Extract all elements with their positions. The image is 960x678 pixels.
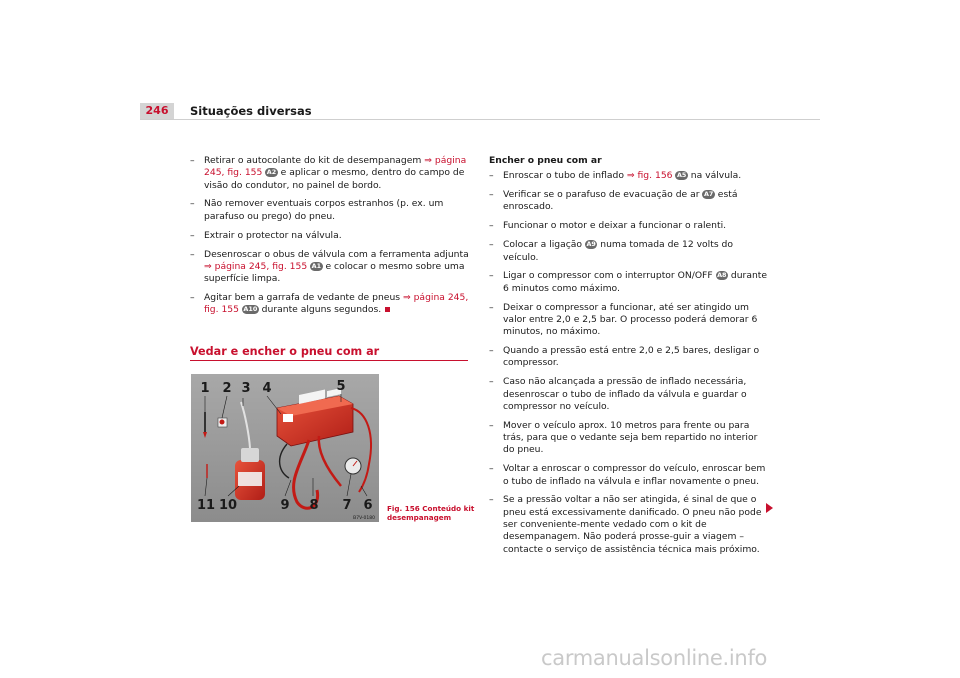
figure-callout-6: 6	[363, 498, 373, 513]
list-dash: –	[489, 239, 494, 251]
list-dash: –	[190, 198, 195, 210]
item-text: e colocar o mesmo sobre uma superfície limpa.	[204, 260, 465, 285]
item-text: durante 6 minutos como máximo.	[503, 270, 768, 294]
list-item	[489, 220, 771, 232]
figure-caption-number: Fig. 156	[387, 504, 420, 513]
figure-caption-text: Conteúdo kit desempanagem	[387, 504, 475, 522]
list-dash: –	[489, 301, 494, 313]
section-title: Vedar e encher o pneu com ar	[190, 345, 468, 361]
list-item	[190, 230, 470, 242]
callout-badge-A7: A7	[703, 190, 714, 199]
list-dash: –	[489, 220, 494, 232]
page-reference-link[interactable]: ⇒ página 245, fig. 155	[204, 292, 469, 316]
figure-callout-1: 1	[200, 381, 210, 396]
list-dash: –	[489, 170, 494, 182]
list-item	[489, 376, 771, 413]
list-dash: –	[489, 189, 494, 201]
list-dash: –	[489, 345, 494, 357]
page-header-title: Situações diversas	[190, 104, 312, 118]
figure-callout-11: 11	[196, 498, 216, 513]
callout-badge-A8: A8	[717, 271, 727, 280]
section-end-marker	[385, 307, 390, 312]
right-column	[489, 155, 771, 563]
list-item	[190, 198, 470, 223]
list-dash: –	[489, 463, 494, 475]
list-item	[489, 494, 771, 555]
page-number: 246	[140, 103, 174, 119]
callout-badge-A9: A9	[586, 240, 596, 249]
item-text: Desenroscar o obus de válvula com a ferramenta adjunta	[204, 248, 469, 260]
subsection-heading: Encher o pneu com ar	[489, 155, 602, 166]
item-text: e aplicar o mesmo, dentro do campo de visão do condutor, no painel de bordo.	[204, 167, 465, 191]
figure-code: B7V-0180	[353, 516, 375, 521]
item-text: Voltar a enroscar o compressor do veículo, enroscar bem o tubo de inflado na válvula e inflar novamente o pneu.	[503, 463, 766, 487]
item-text: Enroscar o tubo de inflado	[503, 170, 627, 182]
list-item	[489, 239, 771, 264]
item-text: Funcionar o motor e deixar a funcionar o ralenti.	[503, 220, 727, 232]
list-item	[489, 270, 771, 295]
continue-arrow-icon	[766, 503, 773, 513]
list-dash: –	[489, 494, 494, 506]
item-text: Deixar o compressor a funcionar, até ser atingido um valor entre 2,0 e 2,5 bar. O processo poderá demorar 6 minutos, no máximo.	[503, 301, 758, 338]
kit-illustration	[191, 374, 379, 522]
list-dash: –	[190, 248, 195, 260]
figure-callout-2: 2	[222, 381, 232, 396]
item-text: Mover o veículo aprox. 10 metros para frente ou para trás, para que o vedante seja bem repartido no interior do pneu.	[503, 419, 758, 456]
page-reference-link[interactable]: ⇒ página 245, fig. 155	[204, 260, 308, 272]
watermark-text: carmanualsonline.info	[541, 646, 768, 670]
page-reference-link[interactable]: ⇒ página 245, fig. 155	[204, 155, 467, 179]
list-dash: –	[190, 229, 195, 241]
item-text: durante alguns segundos.	[258, 304, 382, 316]
item-text: Se a pressão voltar a não ser atingida, é sinal de que o pneu está excessivamente danificado. O pneu não pode ser conveniente-mente vedado com o kit de desempanagem. Não poderá prosse-guir a viagem – contacte o serviço de assistência técnica mais próximo.	[503, 494, 762, 555]
list-dash: –	[489, 376, 494, 388]
list-dash: –	[489, 270, 494, 282]
list-dash: –	[190, 292, 195, 304]
list-item	[489, 189, 771, 214]
list-item	[489, 420, 771, 457]
figure-callout-8: 8	[309, 498, 319, 513]
figure-callout-9: 9	[280, 498, 290, 513]
item-text: Retirar o autocolante do kit de desempanagem	[204, 155, 425, 166]
figure-caption	[387, 505, 477, 522]
item-text: numa tomada de 12 volts do veículo.	[503, 239, 733, 263]
figure-kit-contents	[191, 374, 379, 522]
callout-badge-A10: A10	[243, 305, 258, 314]
item-text: Caso não alcançada a pressão de inflado necessária, desenroscar o tubo de inflado da válvula e guardar o compressor no veículo.	[503, 376, 747, 412]
list-item	[190, 292, 470, 317]
left-column	[190, 155, 470, 323]
item-text: Verificar se o parafuso de evacuação de ar	[503, 189, 703, 201]
figure-callout-5: 5	[336, 379, 346, 394]
list-item	[489, 302, 771, 339]
list-item	[190, 155, 470, 192]
item-text: Não remover eventuais corpos estranhos (p. ex. um parafuso ou prego) do pneu.	[204, 198, 444, 222]
callout-badge-A1: A1	[311, 261, 322, 270]
list-item	[489, 170, 771, 182]
figure-callout-7: 7	[342, 498, 352, 513]
figure-callout-3: 3	[241, 381, 251, 396]
item-text: Agitar bem a garrafa de vedante de pneus	[204, 292, 403, 304]
item-text: Quando a pressão está entre 2,0 e 2,5 bares, desligar o compressor.	[503, 345, 760, 369]
list-item	[190, 249, 470, 286]
item-text: na válvula.	[687, 170, 742, 182]
header-divider	[140, 119, 820, 120]
callout-badge-A2: A2	[266, 168, 277, 177]
item-text: está enroscado.	[503, 189, 738, 213]
list-dash: –	[489, 419, 494, 431]
item-text: Extrair o protector na válvula.	[204, 229, 342, 241]
list-item	[489, 463, 771, 488]
callout-badge-A5: A5	[676, 171, 687, 180]
list-dash: –	[190, 155, 195, 166]
list-item	[489, 345, 771, 370]
figure-reference-link[interactable]: ⇒ fig. 156	[626, 170, 673, 182]
figure-callout-4: 4	[262, 381, 272, 396]
figure-callout-10: 10	[218, 498, 238, 513]
item-text: Colocar a ligação	[503, 239, 585, 251]
item-text: Ligar o compressor com o interruptor ON/OFF	[503, 270, 716, 282]
